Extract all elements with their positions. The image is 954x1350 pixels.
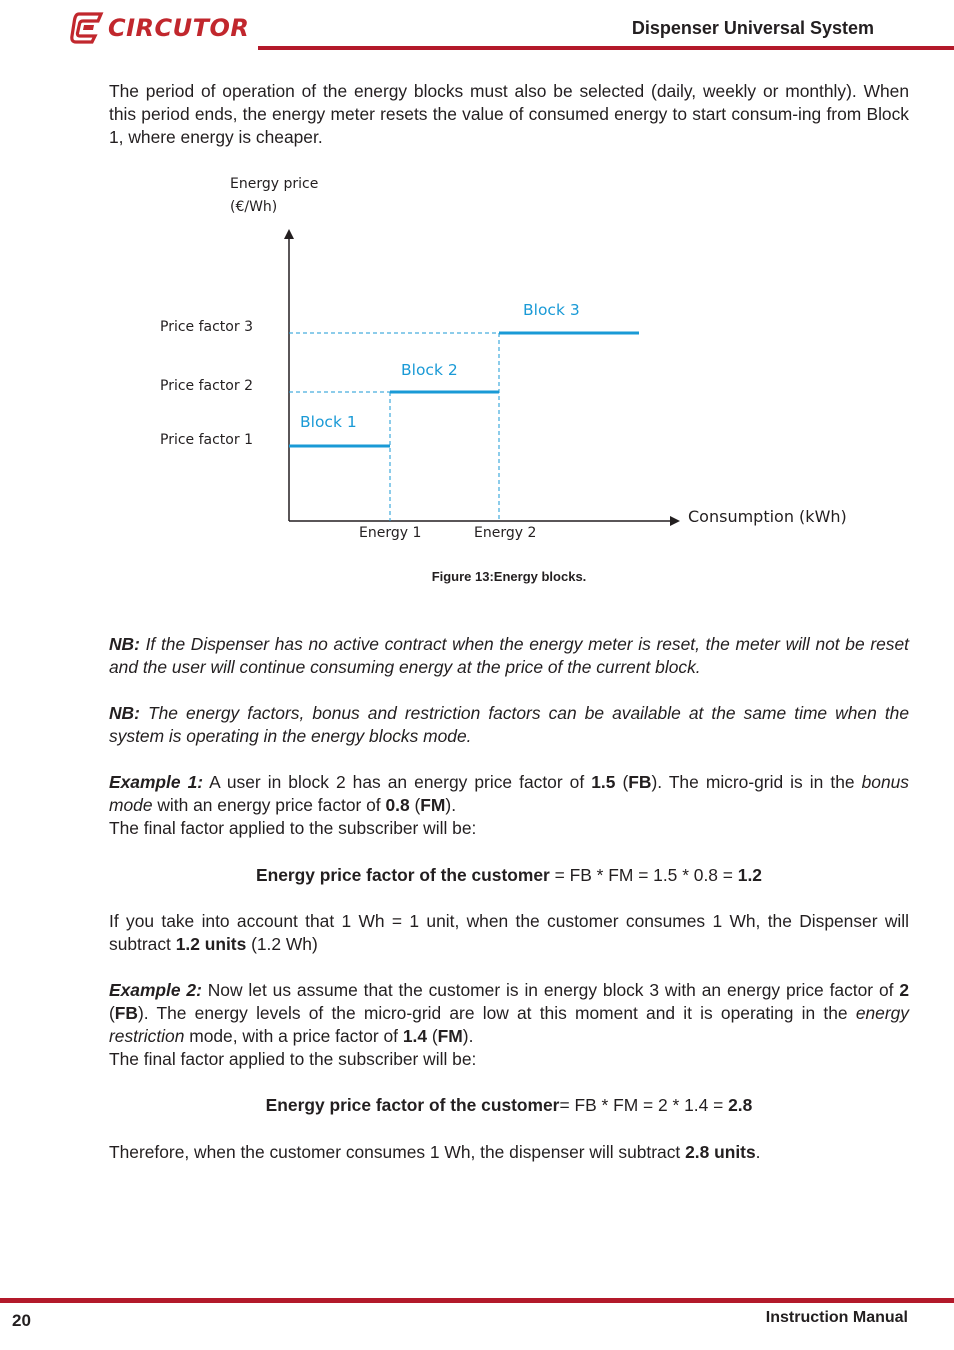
text-run: (1.2 Wh) xyxy=(246,934,318,954)
price-factor-3-label: Price factor 3 xyxy=(160,319,253,335)
document-title: Dispenser Universal System xyxy=(631,18,874,38)
example-1-paragraph xyxy=(109,771,909,840)
value: FM xyxy=(437,1026,463,1046)
header-rule xyxy=(258,46,954,50)
value: FB xyxy=(628,772,652,792)
nb-text: The energy factors, bonus and restriction factors can be available at the same time when the system is operating in the energy blocks mode. xyxy=(109,703,909,746)
final-factor-line: The final factor applied to the subscriber will be: xyxy=(109,1049,477,1069)
block-2-label: Block 2 xyxy=(401,361,458,379)
mode-name: bonus mode xyxy=(109,772,909,815)
energy-2-label: Energy 2 xyxy=(474,525,537,541)
text-run: ( xyxy=(109,1003,115,1023)
x-axis-label: Consumption (kWh) xyxy=(688,507,847,526)
conclusion-paragraph xyxy=(109,1141,909,1164)
text-run: with an energy price factor of xyxy=(152,795,386,815)
logo-text: CIRCUTOR xyxy=(108,14,250,42)
energy-blocks-figure xyxy=(150,170,870,570)
formula-label: Energy price factor of the customer xyxy=(265,1095,560,1115)
formula-expression: = FB * FM = 2 * 1.4 = xyxy=(559,1095,729,1115)
text-run: ( xyxy=(427,1026,438,1046)
text-run: ). The energy levels of the micro-grid are low at this moment and it is operating in the xyxy=(137,1003,856,1023)
value: 2 xyxy=(899,980,909,1000)
example-2-paragraph xyxy=(109,979,909,1071)
formula-label: Energy price factor of the customer xyxy=(256,865,550,885)
example-2-formula xyxy=(109,1094,909,1117)
units-paragraph xyxy=(109,910,909,956)
example-1-formula xyxy=(109,864,909,887)
text-run: Therefore, when the customer consumes 1 Wh, the dispenser will subtract xyxy=(109,1142,686,1162)
intro-text: The period of operation of the energy blocks must also be selected (daily, weekly or monthly). When this period ends, the energy meter resets the value of consumed energy to start consum-ing from Block 1, where energy is cheaper. xyxy=(109,81,909,147)
circutor-logo-icon xyxy=(70,11,104,45)
nb-label: NB: xyxy=(109,634,140,654)
block-3-label: Block 3 xyxy=(523,301,580,319)
mode-name: energy restriction xyxy=(109,1003,909,1046)
figure-caption: Figure 13:Energy blocks. xyxy=(431,569,587,584)
text-run: A user in block 2 has an energy price factor of xyxy=(203,772,592,792)
footer-title: Instruction Manual xyxy=(765,1309,908,1326)
value: 1.4 xyxy=(402,1026,428,1046)
example-label: Example 1: xyxy=(109,772,204,792)
value: 1.2 units xyxy=(175,934,247,954)
circutor-logo xyxy=(70,10,249,46)
text-run: ( xyxy=(615,772,629,792)
text-run: ). The micro-grid is in the xyxy=(651,772,862,792)
footer-rule xyxy=(0,1298,954,1303)
text-run: Now let us assume that the customer is in energy block 3 with an energy price factor of xyxy=(201,980,900,1000)
nb-paragraph-1 xyxy=(109,633,909,679)
energy-1-label: Energy 1 xyxy=(359,525,422,541)
formula-result: 2.8 xyxy=(728,1095,753,1115)
nb-text: If the Dispenser has no active contract when the energy meter is reset, the meter will not be reset and the user will continue consuming energy at the price of the current block. xyxy=(109,634,909,677)
value: 1.5 xyxy=(591,772,616,792)
nb-label: NB: xyxy=(109,703,140,723)
nb-paragraph-2 xyxy=(109,702,909,748)
text-run: ). xyxy=(462,1026,474,1046)
formula-result: 1.2 xyxy=(737,865,762,885)
page-number: 20 xyxy=(12,1311,31,1330)
y-axis-label-line2: (€/Wh) xyxy=(230,199,278,215)
price-factor-1-label: Price factor 1 xyxy=(160,432,253,448)
example-label: Example 2: xyxy=(109,980,202,1000)
text-run: ( xyxy=(409,795,421,815)
text-run: mode, with a price factor of xyxy=(184,1026,403,1046)
value: FB xyxy=(114,1003,138,1023)
text-run: ). xyxy=(445,795,457,815)
price-factor-2-label: Price factor 2 xyxy=(160,378,253,394)
intro-paragraph xyxy=(109,80,909,149)
text-run: If you take into account that 1 Wh = 1 unit, when the customer consumes 1 Wh, the Dispenser will subtract xyxy=(109,911,909,954)
y-axis-label-line1: Energy price xyxy=(230,176,319,192)
formula-expression: = FB * FM = 1.5 * 0.8 = xyxy=(549,865,738,885)
text-run: . xyxy=(755,1142,761,1162)
value: 0.8 xyxy=(385,795,410,815)
final-factor-line: The final factor applied to the subscriber will be: xyxy=(109,818,477,838)
block-1-label: Block 1 xyxy=(300,413,357,431)
value: FM xyxy=(420,795,446,815)
value: 2.8 units xyxy=(685,1142,756,1162)
